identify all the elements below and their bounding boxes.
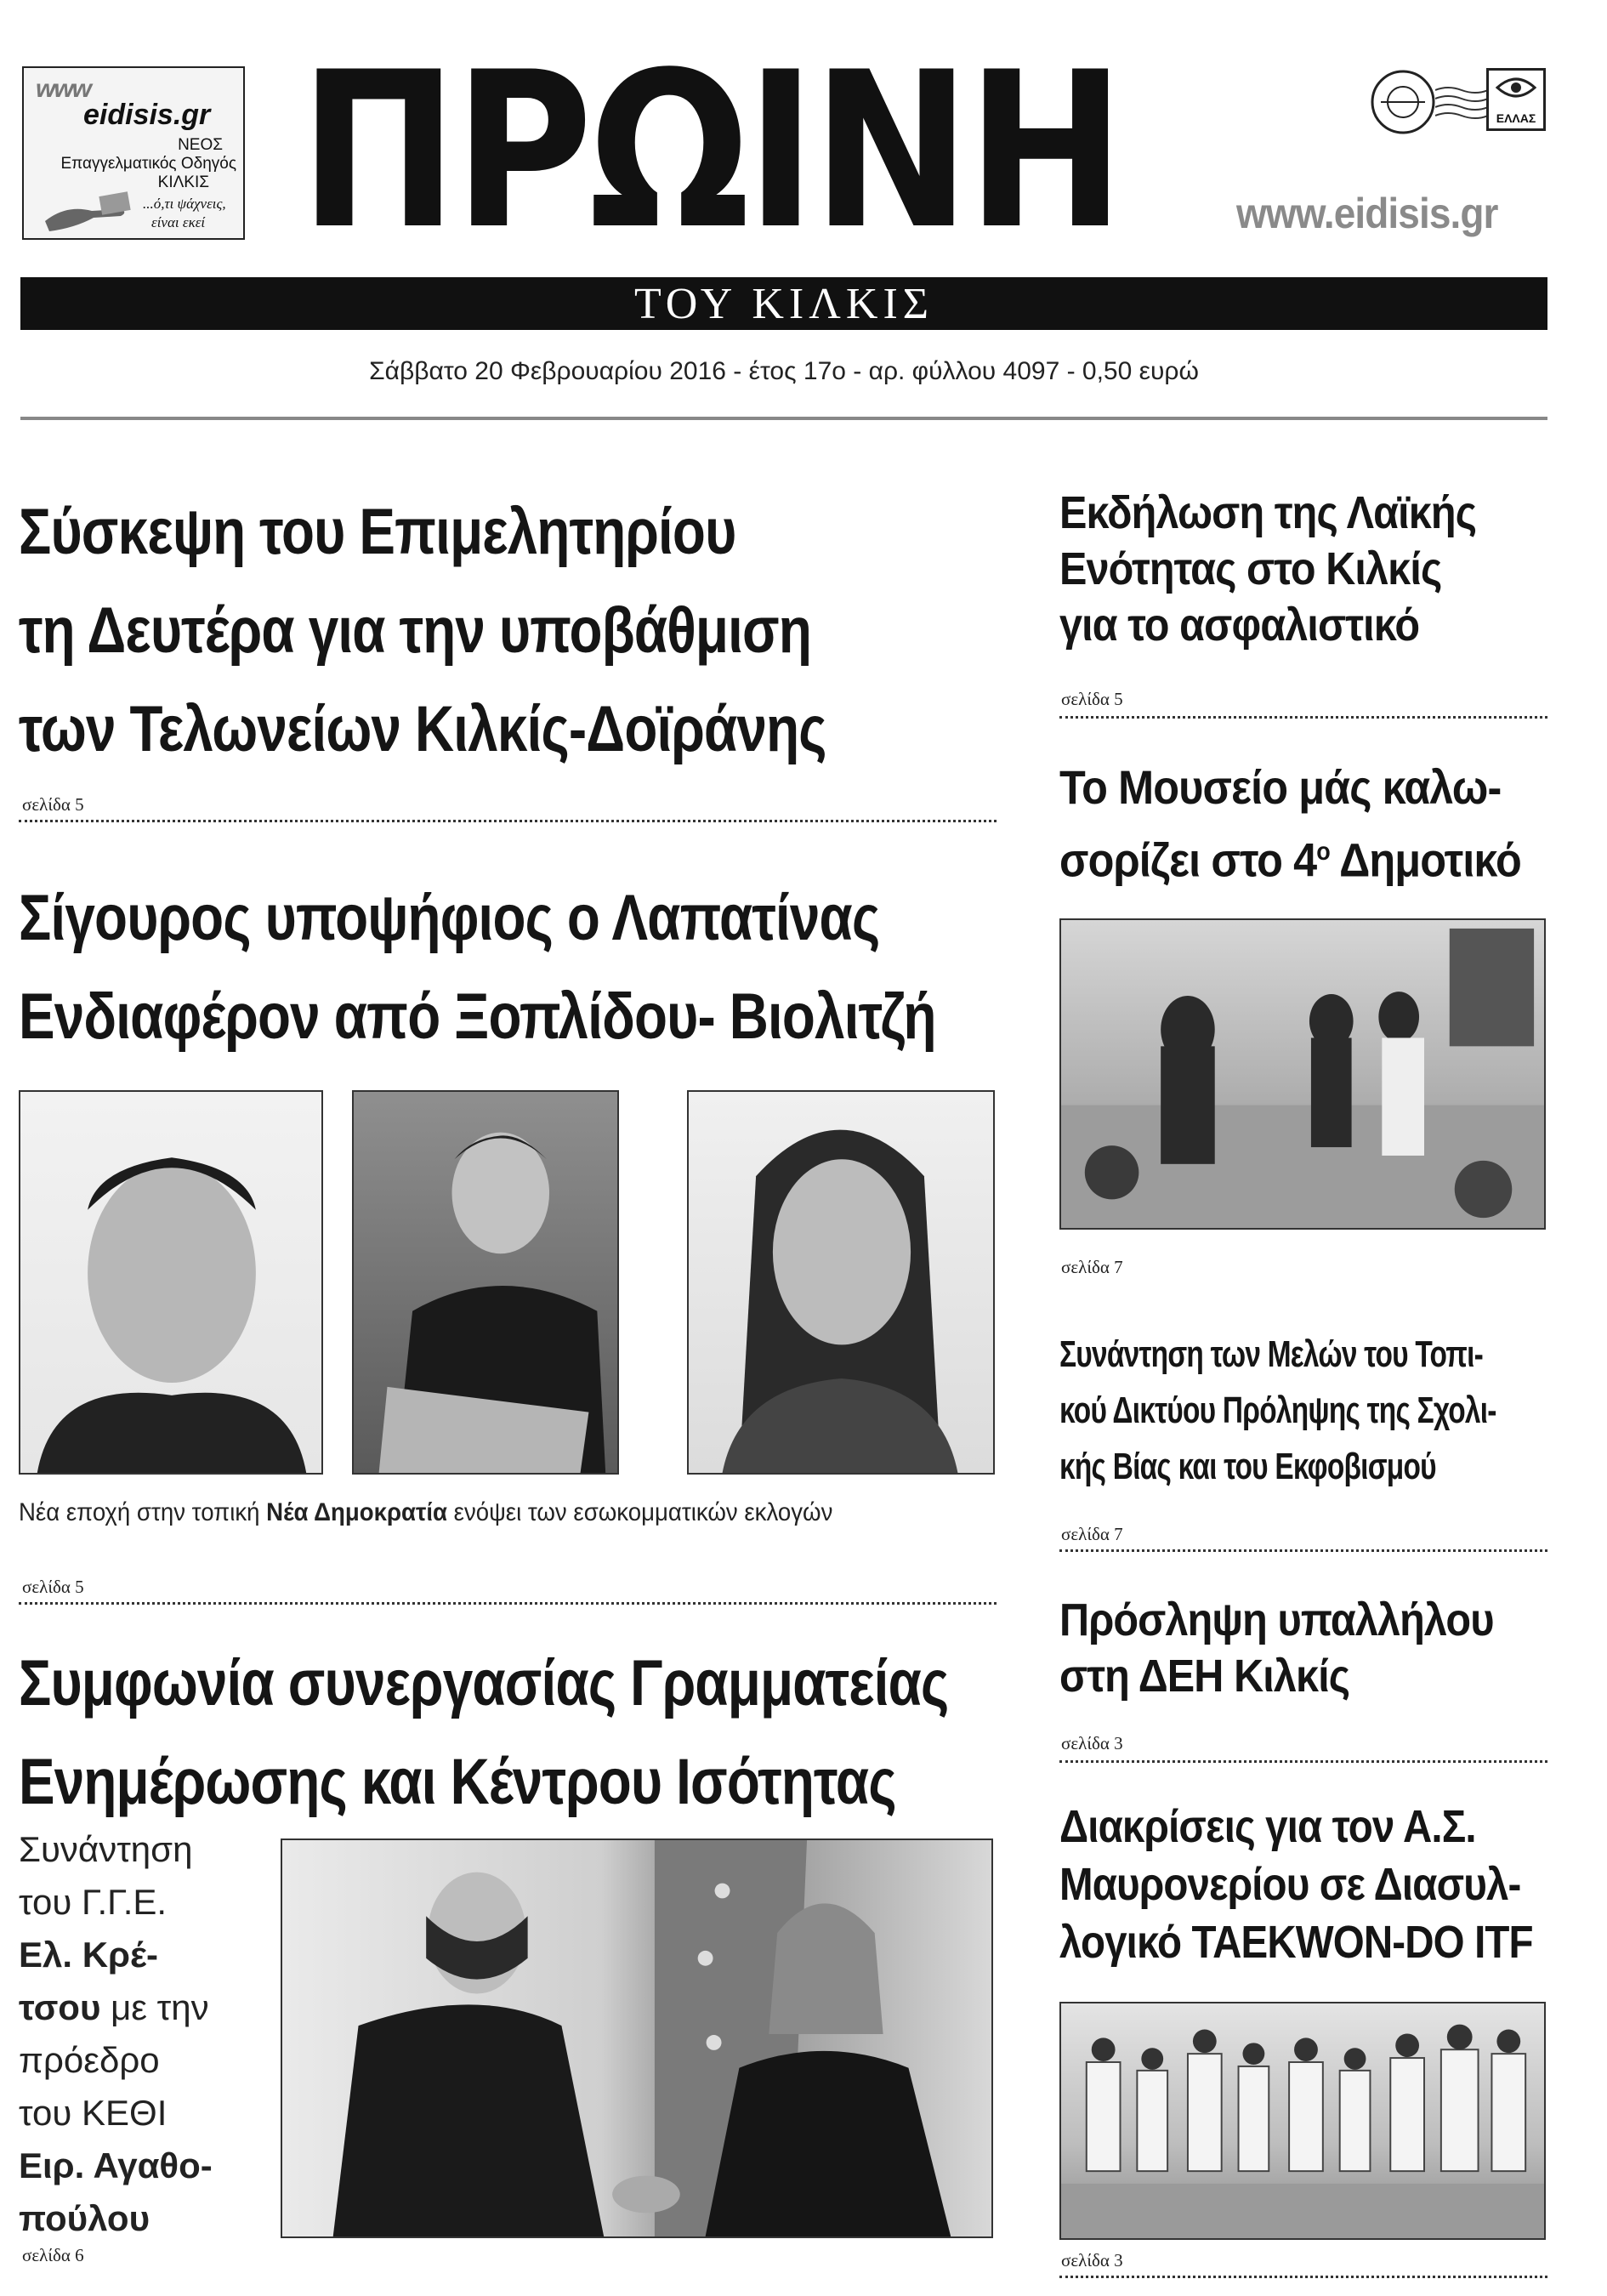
story1-line2: τη Δευτέρα για την υποβάθμιση xyxy=(19,594,811,667)
r1-headline[interactable] xyxy=(1059,485,1534,653)
masthead-rule xyxy=(20,417,1547,420)
sidebar-line-bold: πούλου xyxy=(19,2198,150,2238)
photo-speaker-podium xyxy=(352,1090,619,1475)
caption-post: ενόψει των εσωκομματικών εκλογών xyxy=(446,1498,833,1526)
photo-handshake-agreement xyxy=(281,1839,993,2238)
story3-line1: Συμφωνία συνεργασίας Γραμματείας xyxy=(19,1647,949,1719)
story1-line3: των Τελωνείων Κιλκίς-Δοϊράνης xyxy=(19,693,826,765)
post-label: ΕΛΛΑΣ xyxy=(1496,111,1536,125)
divider xyxy=(1059,1549,1547,1552)
masthead-ad-box[interactable] xyxy=(22,66,245,240)
caption-pre: Νέα εποχή στην τοπική xyxy=(19,1498,267,1526)
sidebar-line-mixed xyxy=(19,1981,274,2034)
r5-line1: Διακρίσεις για τον Α.Σ. xyxy=(1059,1801,1476,1852)
photo-portrait-young-man xyxy=(19,1090,323,1475)
sidebar-bold: τσου xyxy=(19,1987,101,2027)
photo-museum-visit xyxy=(1059,918,1546,1230)
sidebar-regular: με την xyxy=(100,1987,209,2027)
sidebar-line: του ΚΕΘΙ xyxy=(19,2093,168,2133)
r5-headline[interactable] xyxy=(1059,1798,1533,1971)
divider xyxy=(19,820,997,822)
sidebar-line-bold: Ελ. Κρέ- xyxy=(19,1935,158,1975)
r5-line2: Μαυρονερίου σε Διασυλ- xyxy=(1059,1859,1521,1910)
divider xyxy=(1059,716,1547,719)
divider xyxy=(19,1602,997,1605)
hellenic-post-logo xyxy=(1486,68,1546,131)
r2-headline[interactable] xyxy=(1059,755,1534,893)
story3-sidebar-text xyxy=(19,1823,274,2245)
r4-line1: Πρόσληψη υπαλλήλου xyxy=(1059,1594,1494,1645)
story2-headline[interactable] xyxy=(19,869,936,1066)
ad-hand-icon xyxy=(41,187,134,234)
r3-page-ref[interactable]: σελίδα 7 xyxy=(1061,1524,1123,1544)
story1-page-ref[interactable]: σελίδα 5 xyxy=(22,794,84,815)
photo-portrait-woman xyxy=(687,1090,995,1475)
r1-line2: Ενότητας στο Κιλκίς xyxy=(1059,543,1442,594)
r5-page-ref[interactable]: σελίδα 3 xyxy=(1061,2250,1123,2270)
r1-line3: για το ασφαλιστικό xyxy=(1059,600,1420,651)
ad-slogan-2: είναι εκεί xyxy=(151,214,206,230)
r4-headline[interactable] xyxy=(1059,1592,1534,1704)
ad-www-graphic: www xyxy=(36,75,91,103)
caption-bold: Νέα Δημοκρατία xyxy=(266,1498,447,1526)
masthead-website[interactable]: www.eidisis.gr xyxy=(1236,190,1498,237)
story2-line1: Σίγουρος υποψήφιος ο Λαπατίνας xyxy=(19,882,880,954)
sidebar-line: πρόεδρο xyxy=(19,2040,160,2080)
story2-caption xyxy=(19,1498,926,1527)
sidebar-line: Συνάντηση xyxy=(19,1829,193,1869)
subtitle-text: ΤΟΥ ΚΙΛΚΙΣ xyxy=(633,280,934,328)
r2-line2 xyxy=(1059,820,1534,893)
story1-headline[interactable] xyxy=(19,483,833,779)
r2-page-ref[interactable]: σελίδα 7 xyxy=(1061,1257,1123,1277)
ad-line-neos: ΝΕΟΣ xyxy=(178,136,223,154)
newspaper-title: ΠΡΩΙΝΗ xyxy=(299,26,1121,277)
r2-line1: Το Μουσείο μάς καλω- xyxy=(1059,760,1502,814)
issue-line: Σάββατο 20 Φεβρουαρίου 2016 - έτος 17ο - αρ. φύλλου 4097 - 0,50 ευρώ xyxy=(369,357,1199,385)
r4-page-ref[interactable]: σελίδα 3 xyxy=(1061,1733,1123,1753)
divider xyxy=(1059,2276,1547,2278)
story3-page-ref[interactable]: σελίδα 6 xyxy=(22,2245,84,2265)
story3-headline[interactable] xyxy=(19,1634,949,1832)
photo-taekwondo-team xyxy=(1059,2002,1546,2240)
r3-line1: Συνάντηση των Μελών του Τοπι- xyxy=(1059,1333,1484,1375)
r2-superscript: ο xyxy=(1316,838,1330,866)
ad-slogan-1: ...ό,τι ψάχνεις, xyxy=(143,196,226,212)
story3-line2: Ενημέρωσης και Κέντρου Ισότητας xyxy=(19,1746,896,1818)
r3-line2: κού Δικτύου Πρόληψης της Σχολι- xyxy=(1059,1390,1496,1431)
ad-line-guide: Επαγγελματικός Οδηγός xyxy=(60,155,236,173)
story1-line1: Σύσκεψη του Επιμελητηρίου xyxy=(19,496,736,568)
r1-page-ref[interactable]: σελίδα 5 xyxy=(1061,689,1123,709)
postmark-lines-icon xyxy=(1435,83,1488,121)
divider xyxy=(1059,1760,1547,1763)
r4-line2: στη ΔΕΗ Κιλκίς xyxy=(1059,1651,1350,1702)
sidebar-line: του Γ.Γ.Ε. xyxy=(19,1882,168,1922)
r2-line2b: Δημοτικό xyxy=(1329,833,1521,887)
ad-logo: eidisis.gr xyxy=(83,99,211,131)
r3-headline[interactable] xyxy=(1059,1327,1512,1495)
postage-stamp xyxy=(1369,68,1437,136)
story2-page-ref[interactable]: σελίδα 5 xyxy=(22,1577,84,1597)
r3-line3: κής Βίας και του Εκφοβισμού xyxy=(1059,1446,1436,1487)
story2-line2: Ενδιαφέρον από Ξοπλίδου- Βιολιτζή xyxy=(19,980,936,1053)
r1-line1: Εκδήλωση της Λαϊκής xyxy=(1059,487,1477,538)
ad-line-kilkis: ΚΙΛΚΙΣ xyxy=(157,173,209,191)
r2-line2a: σορίζει στο 4 xyxy=(1059,833,1317,887)
r5-line3: λογικό TAEKWON-DO ITF xyxy=(1059,1917,1533,1968)
sidebar-line-bold: Ειρ. Αγαθο- xyxy=(19,2145,213,2185)
